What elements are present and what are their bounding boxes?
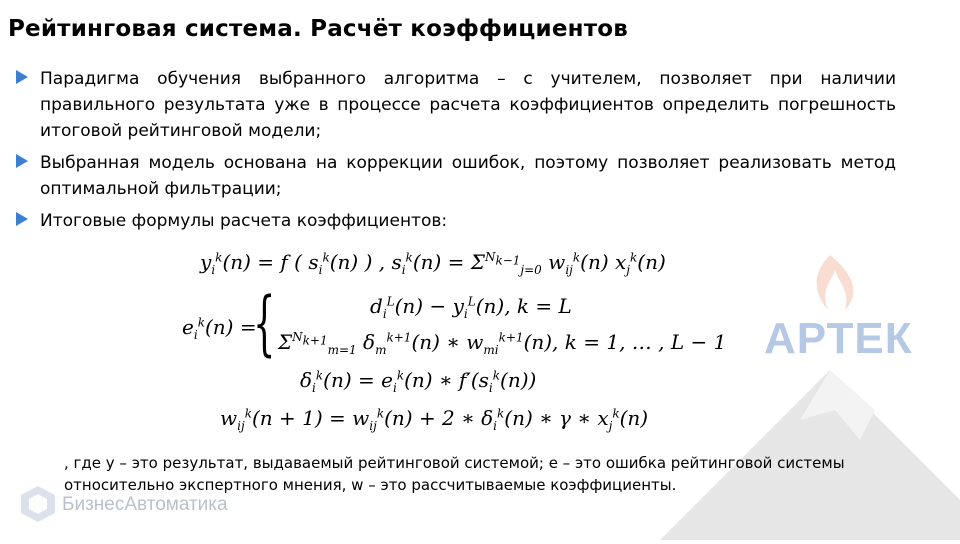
- bizavtomatika-logo: [18, 484, 58, 524]
- formula-block: [170, 240, 730, 440]
- artek-logo-text: АРТЕК: [764, 314, 913, 363]
- bullet-text: Итоговые формулы расчета коэффициентов:: [40, 211, 448, 231]
- bullet-item: [16, 66, 896, 144]
- formula-output: $y_i^k(n) = f$ ( $s_i^k(n)$ ) , $s_i^k(n) = \Sigma^{N_{k-1}}_{j=0}$ $w_{ij}^k(n)$ $x_j^k(n)$: [200, 250, 666, 277]
- variable-legend: , где y – это результат, выдаваемый рейтинговой системой; e – это ошибка рейтинговой системы относительно экспертного мнения, w – это рассчитываемые коэффициенты.: [64, 454, 845, 494]
- bullet-item: [16, 150, 896, 202]
- slide-title: Рейтинговая система. Расчёт коэффициентов: [8, 16, 629, 42]
- bullet-text: Выбранная модель основана на коррекции ошибок, поэтому позволяет реализовать метод оптимальной фильтрации;: [40, 153, 896, 199]
- left-brace: {: [253, 282, 276, 364]
- formula-error-lhs: $e_i^k(n)$ =: [182, 315, 257, 342]
- triangle-bullet-icon: [16, 212, 28, 226]
- bullet-item: [16, 208, 896, 234]
- footer-brand-text: БизнесАвтоматика: [62, 494, 228, 515]
- formula-weight-update: $w_{ij}^k(n + 1) = w_{ij}^k(n) + 2$ ∗ $\delta_i^k(n)$ ∗ γ ∗ $x_j^k(n)$: [220, 406, 649, 433]
- triangle-bullet-icon: [16, 70, 28, 84]
- formula-delta: $\delta_i^k(n) = e_i^k(n)$ ∗ $f'(s_i^k(n))$: [300, 368, 537, 395]
- bullet-list: [16, 66, 896, 240]
- bullet-text: Парадигма обучения выбранного алгоритма – с учителем, позволяет при наличии правильного результата уже в процессе расчета коэффициентов определить погрешность итоговой рейтинговой модели;: [40, 69, 896, 141]
- formula-error-case2: $\Sigma^{N_{k+1}}_{m=1}$ $\delta_m^{k+1}(n)$ ∗ $w_{mi}^{k+1}(n)$, k = 1, … , L − 1: [278, 330, 727, 357]
- triangle-bullet-icon: [16, 154, 28, 168]
- formula-error-case1: $d_i^L(n) - y_i^L(n)$, k = L: [370, 294, 572, 321]
